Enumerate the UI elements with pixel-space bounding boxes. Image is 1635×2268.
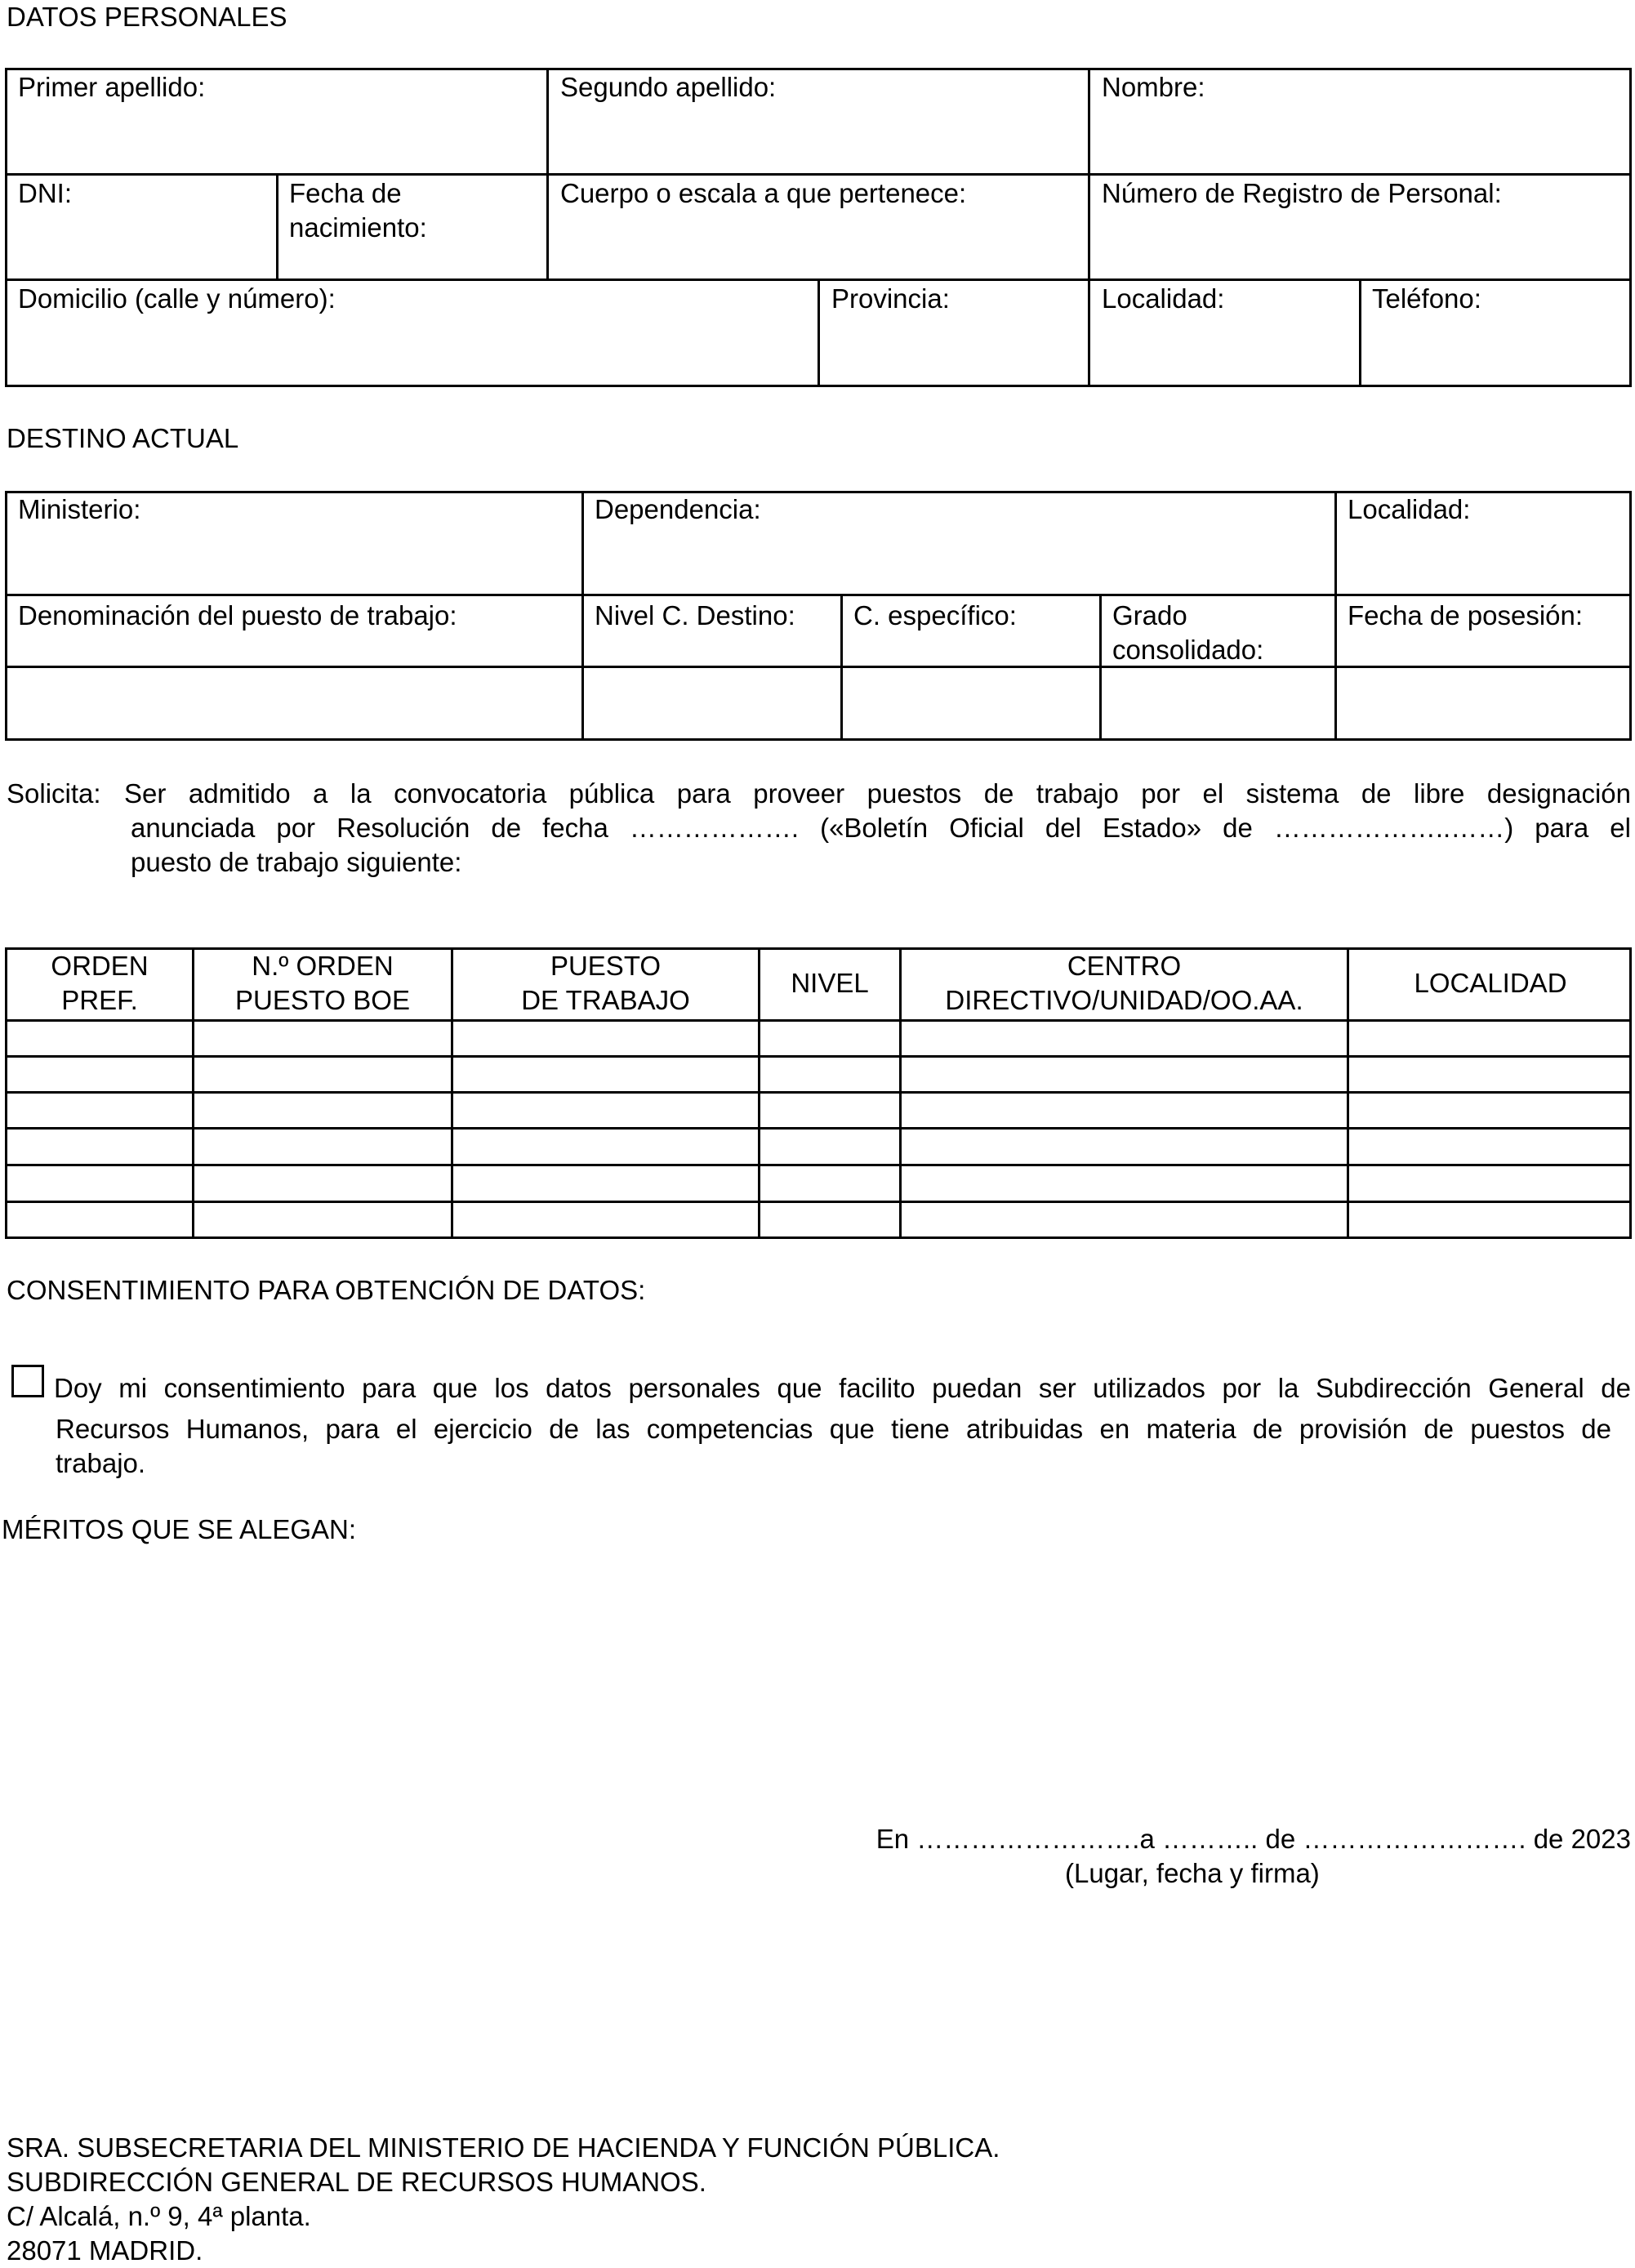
col-divider bbox=[1359, 278, 1361, 387]
signature-place-date-line[interactable]: En …………………….a ……….. de ……………………. de 2023 bbox=[875, 1824, 1631, 1854]
consent-checkbox[interactable] bbox=[11, 1365, 44, 1397]
header-numero-orden-puesto-boe bbox=[194, 949, 451, 1018]
recipient-line-2: SUBDIRECCIÓN GENERAL DE RECURSOS HUMANOS. bbox=[7, 2167, 706, 2197]
row-divider bbox=[5, 1091, 1632, 1094]
section-title-consentimiento: CONSENTIMIENTO PARA OBTENCIÓN DE DATOS: bbox=[7, 1275, 646, 1305]
col-divider bbox=[1099, 594, 1102, 741]
row-divider bbox=[5, 1164, 1632, 1166]
header-puesto-line1: PUESTO bbox=[550, 951, 662, 981]
header-nivel-label: NIVEL bbox=[791, 968, 869, 998]
field-cuerpo-escala[interactable]: Cuerpo o escala a que pertenece: bbox=[560, 178, 967, 208]
col-divider bbox=[276, 173, 278, 278]
col-divider bbox=[1088, 68, 1090, 387]
solicita-line-3: puesto de trabajo siguiente: bbox=[131, 847, 462, 877]
consent-text-line-1: Doy mi consentimiento para que los datos personales que facilito puedan ser utilizados por la Subdirección General de bbox=[54, 1373, 1631, 1403]
col-divider bbox=[818, 278, 820, 387]
recipient-line-1: SRA. SUBSECRETARIA DEL MINISTERIO DE HACIENDA Y FUNCIÓN PÚBLICA. bbox=[7, 2132, 1000, 2163]
field-grado-consolidado-line2: consolidado: bbox=[1112, 635, 1264, 665]
field-primer-apellido[interactable]: Primer apellido: bbox=[18, 72, 206, 102]
row-divider bbox=[5, 666, 1632, 668]
section-title-meritos: MÉRITOS QUE SE ALEGAN: bbox=[2, 1514, 357, 1544]
field-dependencia[interactable]: Dependencia: bbox=[595, 494, 761, 524]
field-nivel-c-destino[interactable]: Nivel C. Destino: bbox=[595, 600, 795, 630]
field-provincia[interactable]: Provincia: bbox=[831, 283, 950, 314]
field-fecha-nacimiento-line2: nacimiento: bbox=[289, 212, 427, 243]
header-centro-line2: DIRECTIVO/UNIDAD/OO.AA. bbox=[945, 985, 1303, 1015]
field-localidad[interactable]: Localidad: bbox=[1102, 283, 1225, 314]
col-divider bbox=[1334, 491, 1337, 741]
header-centro-directivo bbox=[902, 949, 1347, 1018]
field-ministerio[interactable]: Ministerio: bbox=[18, 494, 141, 524]
field-fecha-nacimiento-line1[interactable]: Fecha de bbox=[289, 178, 402, 208]
header-localidad bbox=[1349, 966, 1632, 1000]
section-title-datos-personales: DATOS PERSONALES bbox=[7, 2, 287, 32]
header-orden-pref-line1: ORDEN bbox=[51, 951, 149, 981]
row-divider bbox=[5, 594, 1632, 596]
row-divider bbox=[5, 1201, 1632, 1203]
field-segundo-apellido[interactable]: Segundo apellido: bbox=[560, 72, 777, 102]
recipient-line-4: 28071 MADRID. bbox=[7, 2235, 203, 2266]
header-numero-orden-line1: N.º ORDEN bbox=[252, 951, 394, 981]
header-centro-line1: CENTRO bbox=[1067, 951, 1182, 981]
solicita-line-2: anunciada por Resolución de fecha ………………. («Boletín Oficial del Estado» de ………………..……) para el bbox=[131, 813, 1631, 843]
row-divider bbox=[5, 173, 1632, 176]
signature-caption: (Lugar, fecha y firma) bbox=[1065, 1858, 1320, 1888]
field-telefono[interactable]: Teléfono: bbox=[1372, 283, 1481, 314]
field-c-especifico[interactable]: C. específico: bbox=[853, 600, 1017, 630]
field-numero-registro-personal[interactable]: Número de Registro de Personal: bbox=[1102, 178, 1502, 208]
header-localidad-label: LOCALIDAD bbox=[1414, 968, 1567, 998]
header-numero-orden-line2: PUESTO BOE bbox=[235, 985, 410, 1015]
row-divider bbox=[5, 1127, 1632, 1130]
field-domicilio[interactable]: Domicilio (calle y número): bbox=[18, 283, 336, 314]
col-divider bbox=[581, 491, 584, 741]
row-divider bbox=[5, 1019, 1632, 1022]
header-orden-pref bbox=[5, 949, 194, 1018]
row-divider bbox=[5, 1055, 1632, 1058]
header-puesto-de-trabajo bbox=[453, 949, 758, 1018]
solicita-line-1: Ser admitido a la convocatoria pública para proveer puestos de trabajo por el sistema de libre designación bbox=[124, 778, 1631, 809]
field-destino-localidad[interactable]: Localidad: bbox=[1348, 494, 1471, 524]
header-orden-pref-line2: PREF. bbox=[61, 985, 138, 1015]
field-nombre[interactable]: Nombre: bbox=[1102, 72, 1205, 102]
col-divider bbox=[840, 594, 843, 741]
field-fecha-posesion[interactable]: Fecha de posesión: bbox=[1348, 600, 1584, 630]
consent-text-line-2: Recursos Humanos, para el ejercicio de las competencias que tiene atribuidas en materia de provisión de puestos de bbox=[56, 1414, 1611, 1444]
consent-text-line-3: trabajo. bbox=[56, 1448, 146, 1478]
section-title-destino-actual: DESTINO ACTUAL bbox=[7, 423, 239, 453]
field-dni[interactable]: DNI: bbox=[18, 178, 72, 208]
field-grado-consolidado-line1[interactable]: Grado bbox=[1112, 600, 1187, 630]
field-denominacion-puesto[interactable]: Denominación del puesto de trabajo: bbox=[18, 600, 457, 630]
recipient-line-3: C/ Alcalá, n.º 9, 4ª planta. bbox=[7, 2201, 311, 2231]
header-puesto-line2: DE TRABAJO bbox=[521, 985, 690, 1015]
solicita-label: Solicita: bbox=[7, 778, 101, 809]
header-nivel bbox=[760, 966, 899, 1000]
col-divider bbox=[546, 68, 549, 278]
